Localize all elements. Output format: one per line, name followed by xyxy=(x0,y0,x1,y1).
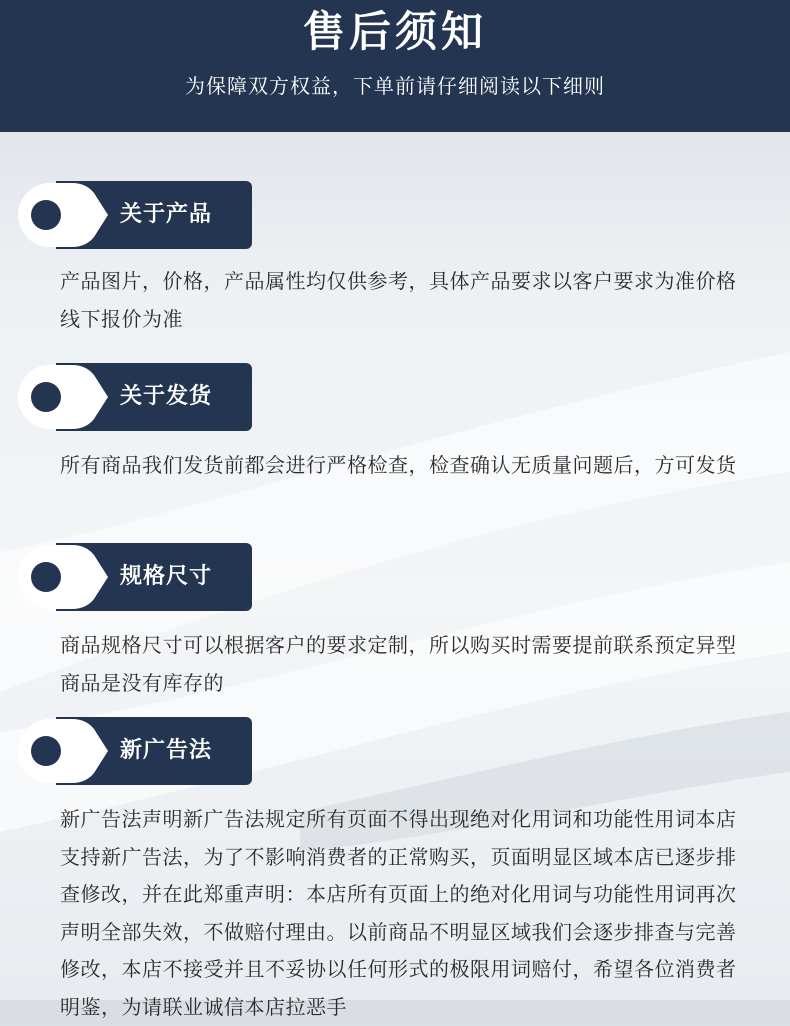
section-title: 新广告法 xyxy=(120,738,213,763)
section-text: 产品图片，价格，产品属性均仅供参考，具体产品要求以客户要求为准价格线下报价为准 xyxy=(60,269,737,331)
location-pin-icon xyxy=(16,717,116,785)
location-pin-icon xyxy=(16,363,116,431)
section-text: 所有商品我们发货前都会进行严格检查，检查确认无质量问题后，方可发货 xyxy=(60,453,737,477)
section-tag xyxy=(16,717,252,785)
section-text: 商品规格尺寸可以根据客户的要求定制，所以购买时需要提前联系预定异型商品是没有库存的 xyxy=(60,633,737,695)
section-tag xyxy=(16,543,252,611)
section-tag xyxy=(16,181,252,249)
section-title: 关于产品 xyxy=(120,202,213,227)
location-pin-icon xyxy=(16,181,116,249)
page-subtitle: 为保障双方权益，下单前请仔细阅读以下细则 xyxy=(185,74,605,98)
section-tag xyxy=(16,363,252,431)
section-title: 关于发货 xyxy=(120,384,213,409)
page-title: 售后须知 xyxy=(302,7,487,56)
section-title: 规格尺寸 xyxy=(120,564,213,589)
section-text: 新广告法声明新广告法规定所有页面不得出现绝对化用词和功能性用词本店支持新广告法，为了不影响消费者的正常购买，页面明显区域本店已逐步排查修改，并在此郑重声明：本店所有页面上的绝对化用词与功能性用词再次声明全部失效，不做赔付理由。以前商品不明显区域我们会逐步排查与完善修改，本店不接受并且不妥协以任何形式的极限用词赔付，希望各位消费者明鉴，为请联业诚信本店拉恶手 xyxy=(60,807,737,1019)
location-pin-icon xyxy=(16,543,116,611)
page-header xyxy=(0,0,790,132)
